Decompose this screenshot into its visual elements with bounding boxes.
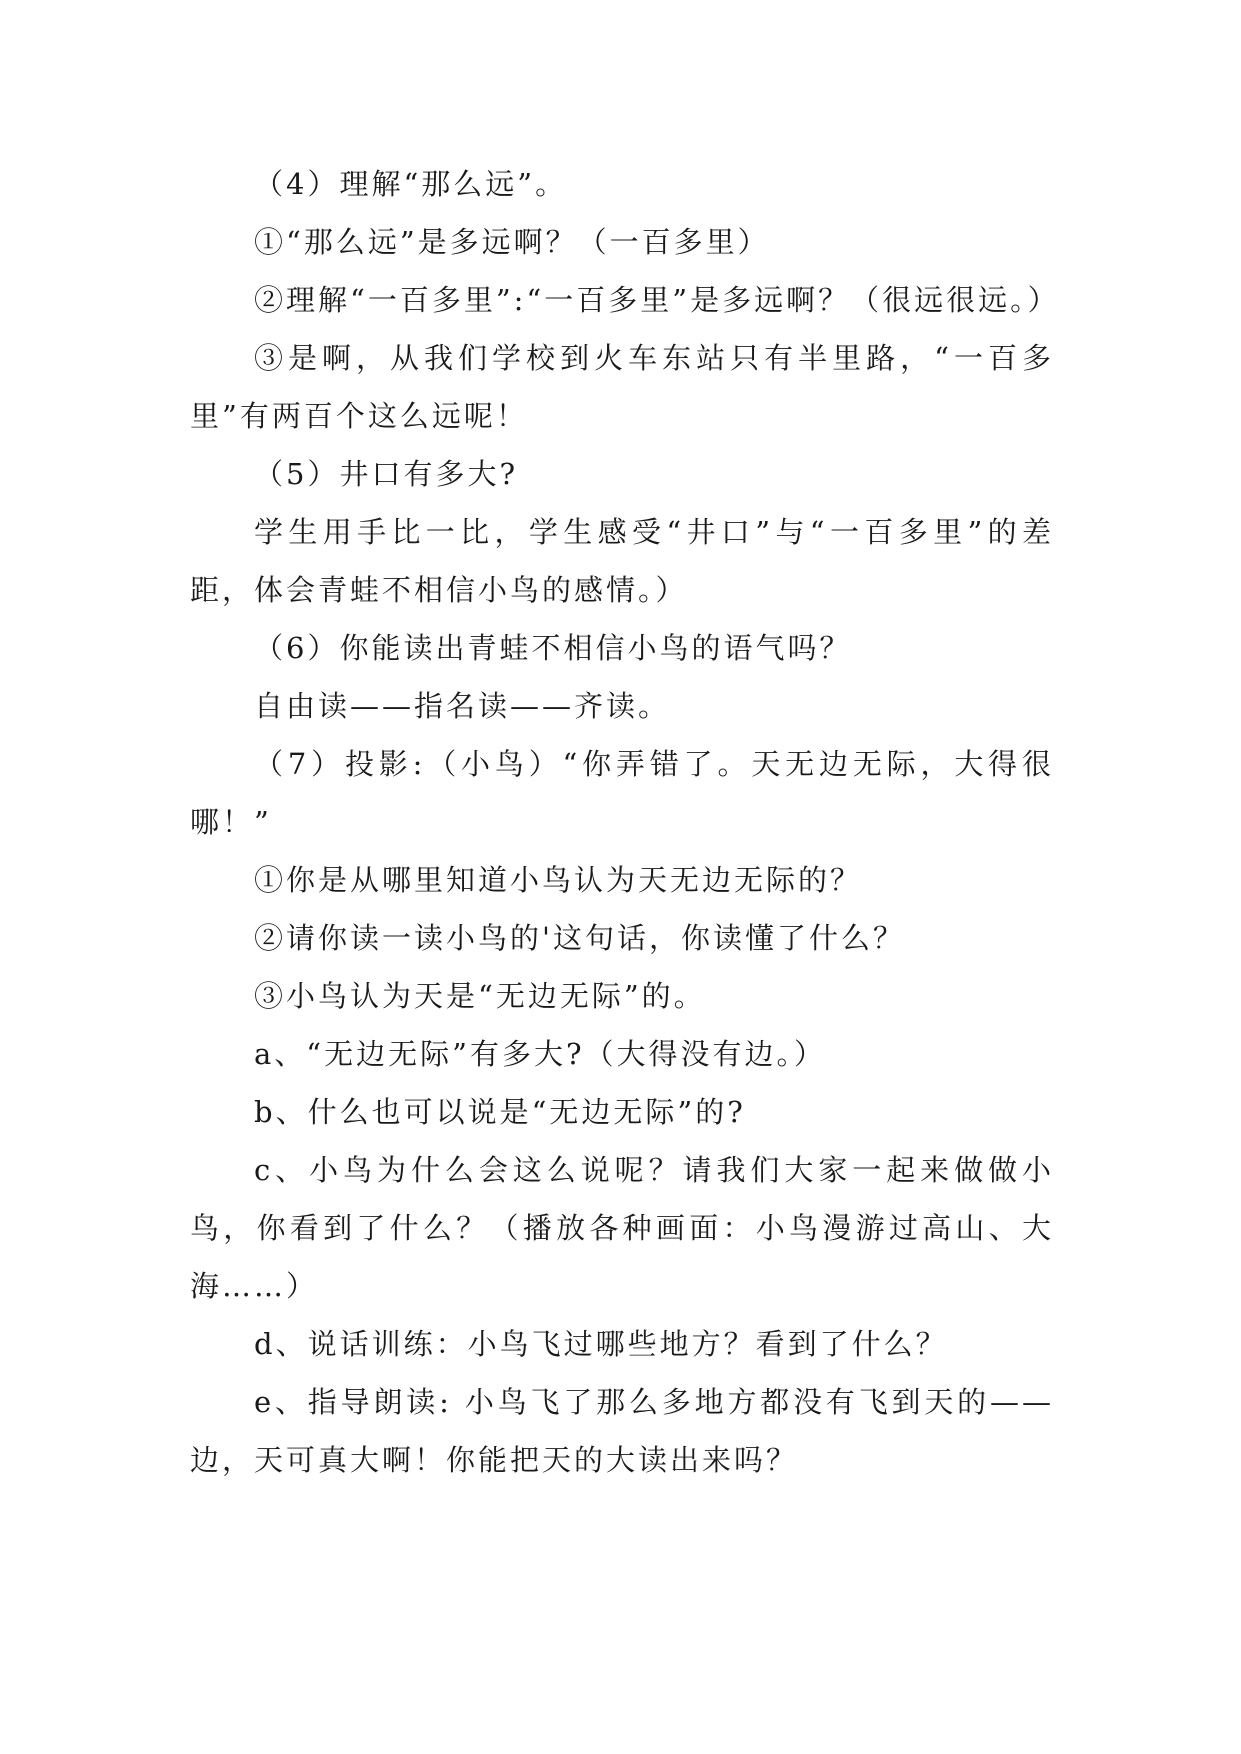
paragraph-item-d: d、说话训练：小鸟飞过哪些地方？看到了什么？ [254,1327,948,1361]
paragraph-item-c: c、小鸟为什么会这么说呢？请我们大家一起来做做小鸟，你看到了什么？（播放各种画面：小鸟漫游过高山、大海……） [190,1153,1054,1303]
paragraph-how-far-question: ①“那么远”是多远啊？（一百多里） [254,225,770,259]
paragraph-reading-modes: 自由读——指名读——齐读。 [254,689,671,723]
paragraph-item-a: a、“无边无际”有多大?（大得没有边。） [254,1037,826,1071]
paragraph-projection: （7）投影:（小鸟）“你弄错了。天无边无际，大得很哪！” [190,747,1054,839]
paragraph-item-e: e、指导朗读: 小鸟飞了那么多地方都没有飞到天的——边，天可真大啊！你能把天的大读出来吗？ [190,1385,1054,1477]
paragraph-well-size: （5）井口有多大? [254,457,518,491]
paragraph-boundless-question: ①你是从哪里知道小鸟认为天无边无际的？ [254,863,863,897]
paragraph-bird-thinks: ③小鸟认为天是“无边无际”的。 [254,979,706,1013]
document-body [190,155,1060,1489]
paragraph-frog-tone: （6）你能读出青蛙不相信小鸟的语气吗？ [254,631,852,665]
paragraph-hundred-li: ②理解“一百多里”:“一百多里”是多远啊？（很远很远。） [254,283,1060,317]
paragraph-read-sentence: ②请你读一读小鸟的'这句话，你读懂了什么？ [254,921,905,955]
paragraph-school-station: ③是啊，从我们学校到火车东站只有半里路，“一百多里”有两百个这么远呢！ [190,341,1054,433]
paragraph-item-b: b、什么也可以说是“无边无际”的? [254,1095,746,1129]
paragraph-hand-compare: 学生用手比一比，学生感受“井口”与“一百多里”的差距，体会青蛙不相信小鸟的感情。） [190,515,1054,607]
paragraph-understand-far: （4）理解“那么远”。 [254,167,568,201]
